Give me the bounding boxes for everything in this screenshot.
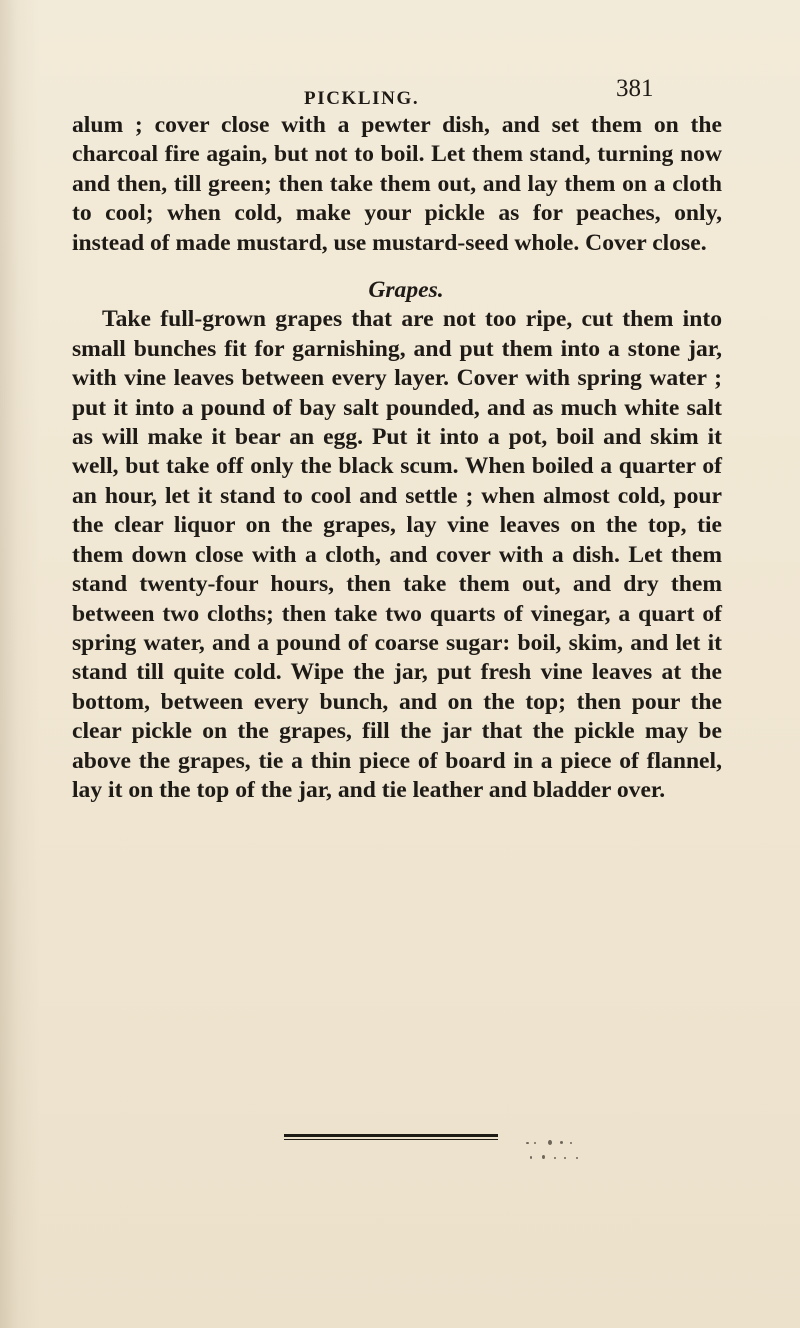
page-number: 381 — [616, 75, 654, 102]
print-specks — [520, 1136, 600, 1166]
running-head: PICKLING. — [304, 88, 420, 109]
section-heading-grapes: Grapes. — [368, 277, 444, 304]
paragraph-grapes: Take full-grown grapes that are not too ripe, cut them into small bunches fit for garnishing, and put them into a stone jar, with vine leaves between every layer. Cover with spring water ; put it into a pound of bay salt pounded, and as much white salt as will make it bear an egg. Put it into a pot, boil and skim it well, but take off only the black scum. When boiled a quarter of an hour, let it stand to cool and settle ; when almost cold, pour the clear liquor on the grapes, lay vine leaves on the top, tie them down close with a cloth, and cover with a dish. Let them stand twenty-four hours, then take them out, and dry them between two cloths; then take two quarts of vinegar, a quart of spring water, and a pound of coarse sugar: boil, skim, and let it stand till quite cold. Wipe the jar, put fresh vine leaves at the bottom, between every bunch, and on the top; then pour the clear pickle on the grapes, fill the jar that the pickle may be above the grapes, tie a thin piece of board in a piece of flannel, lay it on the top of the jar, and tie leather and bladder over. — [72, 306, 722, 803]
body-text — [72, 111, 722, 805]
page-header — [0, 74, 800, 114]
paragraph-continued: alum ; cover close with a pewter dish, and set them on the charcoal fire again, but not to boil. Let them stand, turning now and then, till green; then take them out, and lay them on a cloth to cool; when cold, make your pickle as for peaches, only, instead of made mustard, use mustard-seed whole. Cover close. — [72, 112, 722, 256]
end-rule-thin-line — [284, 1139, 498, 1140]
end-rule — [284, 1134, 498, 1146]
end-rule-thick-line — [284, 1134, 498, 1137]
